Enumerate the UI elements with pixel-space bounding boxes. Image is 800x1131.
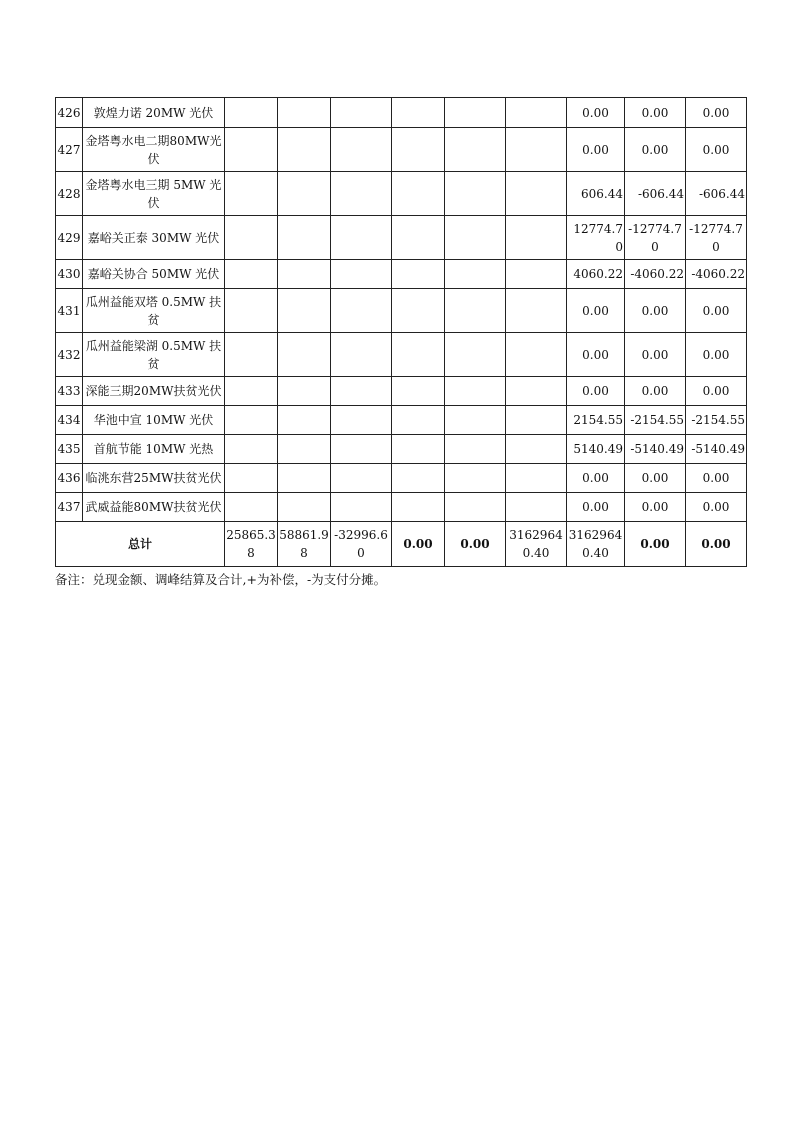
cell-col-9: 0.00 xyxy=(686,333,747,377)
table-row xyxy=(56,493,747,522)
cell-col-9: 0.00 xyxy=(686,98,747,128)
total-col-9: 0.00 xyxy=(686,522,747,567)
cell-col-9: -4060.22 xyxy=(686,260,747,289)
table-row xyxy=(56,128,747,172)
cell-col-8: -606.44 xyxy=(625,172,686,216)
cell-col-7: 0.00 xyxy=(567,377,625,406)
table-row xyxy=(56,216,747,260)
cell-col-7: 606.44 xyxy=(567,172,625,216)
cell-col-4 xyxy=(392,333,445,377)
cell-col-9: -2154.55 xyxy=(686,406,747,435)
cell-col-3 xyxy=(331,289,392,333)
table-row xyxy=(56,406,747,435)
total-col-2: 58861.98 xyxy=(278,522,331,567)
cell-col-6 xyxy=(506,98,567,128)
cell-col-5 xyxy=(445,128,506,172)
cell-col-5 xyxy=(445,464,506,493)
cell-col-7: 0.00 xyxy=(567,98,625,128)
cell-col-9: 0.00 xyxy=(686,289,747,333)
plant-name: 金塔粤水电三期 5MW 光伏 xyxy=(83,172,225,216)
cell-col-6 xyxy=(506,260,567,289)
plant-name: 嘉峪关协合 50MW 光伏 xyxy=(83,260,225,289)
cell-col-1 xyxy=(225,216,278,260)
cell-col-1 xyxy=(225,98,278,128)
cell-col-6 xyxy=(506,289,567,333)
cell-col-4 xyxy=(392,406,445,435)
cell-col-8: -4060.22 xyxy=(625,260,686,289)
row-number: 435 xyxy=(56,435,83,464)
cell-col-2 xyxy=(278,464,331,493)
cell-col-5 xyxy=(445,98,506,128)
plant-name: 瓜州益能双塔 0.5MW 扶贫 xyxy=(83,289,225,333)
table-row xyxy=(56,333,747,377)
cell-col-1 xyxy=(225,172,278,216)
cell-col-9: -606.44 xyxy=(686,172,747,216)
cell-col-2 xyxy=(278,289,331,333)
total-col-4: 0.00 xyxy=(392,522,445,567)
cell-col-5 xyxy=(445,333,506,377)
table-row xyxy=(56,98,747,128)
cell-col-2 xyxy=(278,260,331,289)
cell-col-7: 4060.22 xyxy=(567,260,625,289)
cell-col-5 xyxy=(445,493,506,522)
cell-col-2 xyxy=(278,493,331,522)
cell-col-4 xyxy=(392,172,445,216)
total-row xyxy=(56,522,747,567)
row-number: 432 xyxy=(56,333,83,377)
cell-col-8: 0.00 xyxy=(625,377,686,406)
cell-col-8: 0.00 xyxy=(625,333,686,377)
cell-col-3 xyxy=(331,493,392,522)
cell-col-3 xyxy=(331,333,392,377)
cell-col-4 xyxy=(392,216,445,260)
cell-col-5 xyxy=(445,216,506,260)
cell-col-3 xyxy=(331,464,392,493)
row-number: 426 xyxy=(56,98,83,128)
table-row xyxy=(56,289,747,333)
cell-col-8: -2154.55 xyxy=(625,406,686,435)
cell-col-1 xyxy=(225,289,278,333)
cell-col-9: 0.00 xyxy=(686,377,747,406)
row-number: 428 xyxy=(56,172,83,216)
table-body xyxy=(56,98,747,567)
cell-col-7: 0.00 xyxy=(567,493,625,522)
cell-col-5 xyxy=(445,172,506,216)
cell-col-5 xyxy=(445,406,506,435)
plant-name: 首航节能 10MW 光热 xyxy=(83,435,225,464)
cell-col-6 xyxy=(506,216,567,260)
total-col-8: 0.00 xyxy=(625,522,686,567)
cell-col-6 xyxy=(506,172,567,216)
cell-col-3 xyxy=(331,98,392,128)
cell-col-8: -12774.70 xyxy=(625,216,686,260)
row-number: 436 xyxy=(56,464,83,493)
cell-col-4 xyxy=(392,260,445,289)
total-col-6: 31629640.40 xyxy=(506,522,567,567)
cell-col-6 xyxy=(506,406,567,435)
cell-col-2 xyxy=(278,172,331,216)
cell-col-1 xyxy=(225,406,278,435)
cell-col-1 xyxy=(225,464,278,493)
row-number: 437 xyxy=(56,493,83,522)
cell-col-6 xyxy=(506,333,567,377)
cell-col-1 xyxy=(225,435,278,464)
cell-col-3 xyxy=(331,216,392,260)
cell-col-6 xyxy=(506,128,567,172)
cell-col-8: 0.00 xyxy=(625,98,686,128)
cell-col-9: 0.00 xyxy=(686,128,747,172)
table-row xyxy=(56,377,747,406)
total-label: 总计 xyxy=(56,522,225,567)
row-number: 431 xyxy=(56,289,83,333)
cell-col-9: 0.00 xyxy=(686,493,747,522)
cell-col-2 xyxy=(278,128,331,172)
cell-col-5 xyxy=(445,260,506,289)
cell-col-1 xyxy=(225,128,278,172)
cell-col-5 xyxy=(445,435,506,464)
cell-col-5 xyxy=(445,289,506,333)
cell-col-7: 12774.70 xyxy=(567,216,625,260)
row-number: 434 xyxy=(56,406,83,435)
cell-col-2 xyxy=(278,216,331,260)
cell-col-8: 0.00 xyxy=(625,289,686,333)
table-row xyxy=(56,435,747,464)
cell-col-7: 0.00 xyxy=(567,289,625,333)
row-number: 433 xyxy=(56,377,83,406)
plant-name: 金塔粤水电二期80MW光伏 xyxy=(83,128,225,172)
table-row xyxy=(56,260,747,289)
total-col-5: 0.00 xyxy=(445,522,506,567)
cell-col-5 xyxy=(445,377,506,406)
cell-col-3 xyxy=(331,435,392,464)
total-col-3: -32996.60 xyxy=(331,522,392,567)
table-row xyxy=(56,172,747,216)
cell-col-8: 0.00 xyxy=(625,493,686,522)
settlement-table xyxy=(55,97,747,567)
cell-col-8: 0.00 xyxy=(625,128,686,172)
plant-name: 嘉峪关正泰 30MW 光伏 xyxy=(83,216,225,260)
cell-col-3 xyxy=(331,172,392,216)
plant-name: 敦煌力诺 20MW 光伏 xyxy=(83,98,225,128)
table-row xyxy=(56,464,747,493)
cell-col-4 xyxy=(392,493,445,522)
cell-col-1 xyxy=(225,333,278,377)
cell-col-3 xyxy=(331,260,392,289)
total-col-7: 31629640.40 xyxy=(567,522,625,567)
row-number: 427 xyxy=(56,128,83,172)
cell-col-4 xyxy=(392,289,445,333)
cell-col-2 xyxy=(278,377,331,406)
cell-col-7: 2154.55 xyxy=(567,406,625,435)
cell-col-7: 0.00 xyxy=(567,464,625,493)
cell-col-4 xyxy=(392,377,445,406)
cell-col-4 xyxy=(392,128,445,172)
cell-col-1 xyxy=(225,493,278,522)
plant-name: 临洮东营25MW扶贫光伏 xyxy=(83,464,225,493)
cell-col-8: 0.00 xyxy=(625,464,686,493)
cell-col-4 xyxy=(392,98,445,128)
cell-col-4 xyxy=(392,464,445,493)
plant-name: 深能三期20MW扶贫光伏 xyxy=(83,377,225,406)
plant-name: 瓜州益能梁湖 0.5MW 扶贫 xyxy=(83,333,225,377)
plant-name: 华池中宣 10MW 光伏 xyxy=(83,406,225,435)
row-number: 430 xyxy=(56,260,83,289)
plant-name: 武威益能80MW扶贫光伏 xyxy=(83,493,225,522)
cell-col-6 xyxy=(506,464,567,493)
cell-col-7: 0.00 xyxy=(567,333,625,377)
cell-col-6 xyxy=(506,493,567,522)
total-col-1: 25865.38 xyxy=(225,522,278,567)
cell-col-1 xyxy=(225,260,278,289)
cell-col-4 xyxy=(392,435,445,464)
cell-col-8: -5140.49 xyxy=(625,435,686,464)
cell-col-1 xyxy=(225,377,278,406)
cell-col-7: 5140.49 xyxy=(567,435,625,464)
cell-col-6 xyxy=(506,435,567,464)
cell-col-2 xyxy=(278,98,331,128)
cell-col-7: 0.00 xyxy=(567,128,625,172)
cell-col-3 xyxy=(331,128,392,172)
row-number: 429 xyxy=(56,216,83,260)
footnote: 备注：兑现金额、调峰结算及合计,+为补偿，-为支付分摊。 xyxy=(55,572,387,587)
cell-col-9: -5140.49 xyxy=(686,435,747,464)
cell-col-6 xyxy=(506,377,567,406)
cell-col-2 xyxy=(278,333,331,377)
cell-col-2 xyxy=(278,435,331,464)
cell-col-9: 0.00 xyxy=(686,464,747,493)
cell-col-3 xyxy=(331,406,392,435)
cell-col-3 xyxy=(331,377,392,406)
cell-col-9: -12774.70 xyxy=(686,216,747,260)
cell-col-2 xyxy=(278,406,331,435)
